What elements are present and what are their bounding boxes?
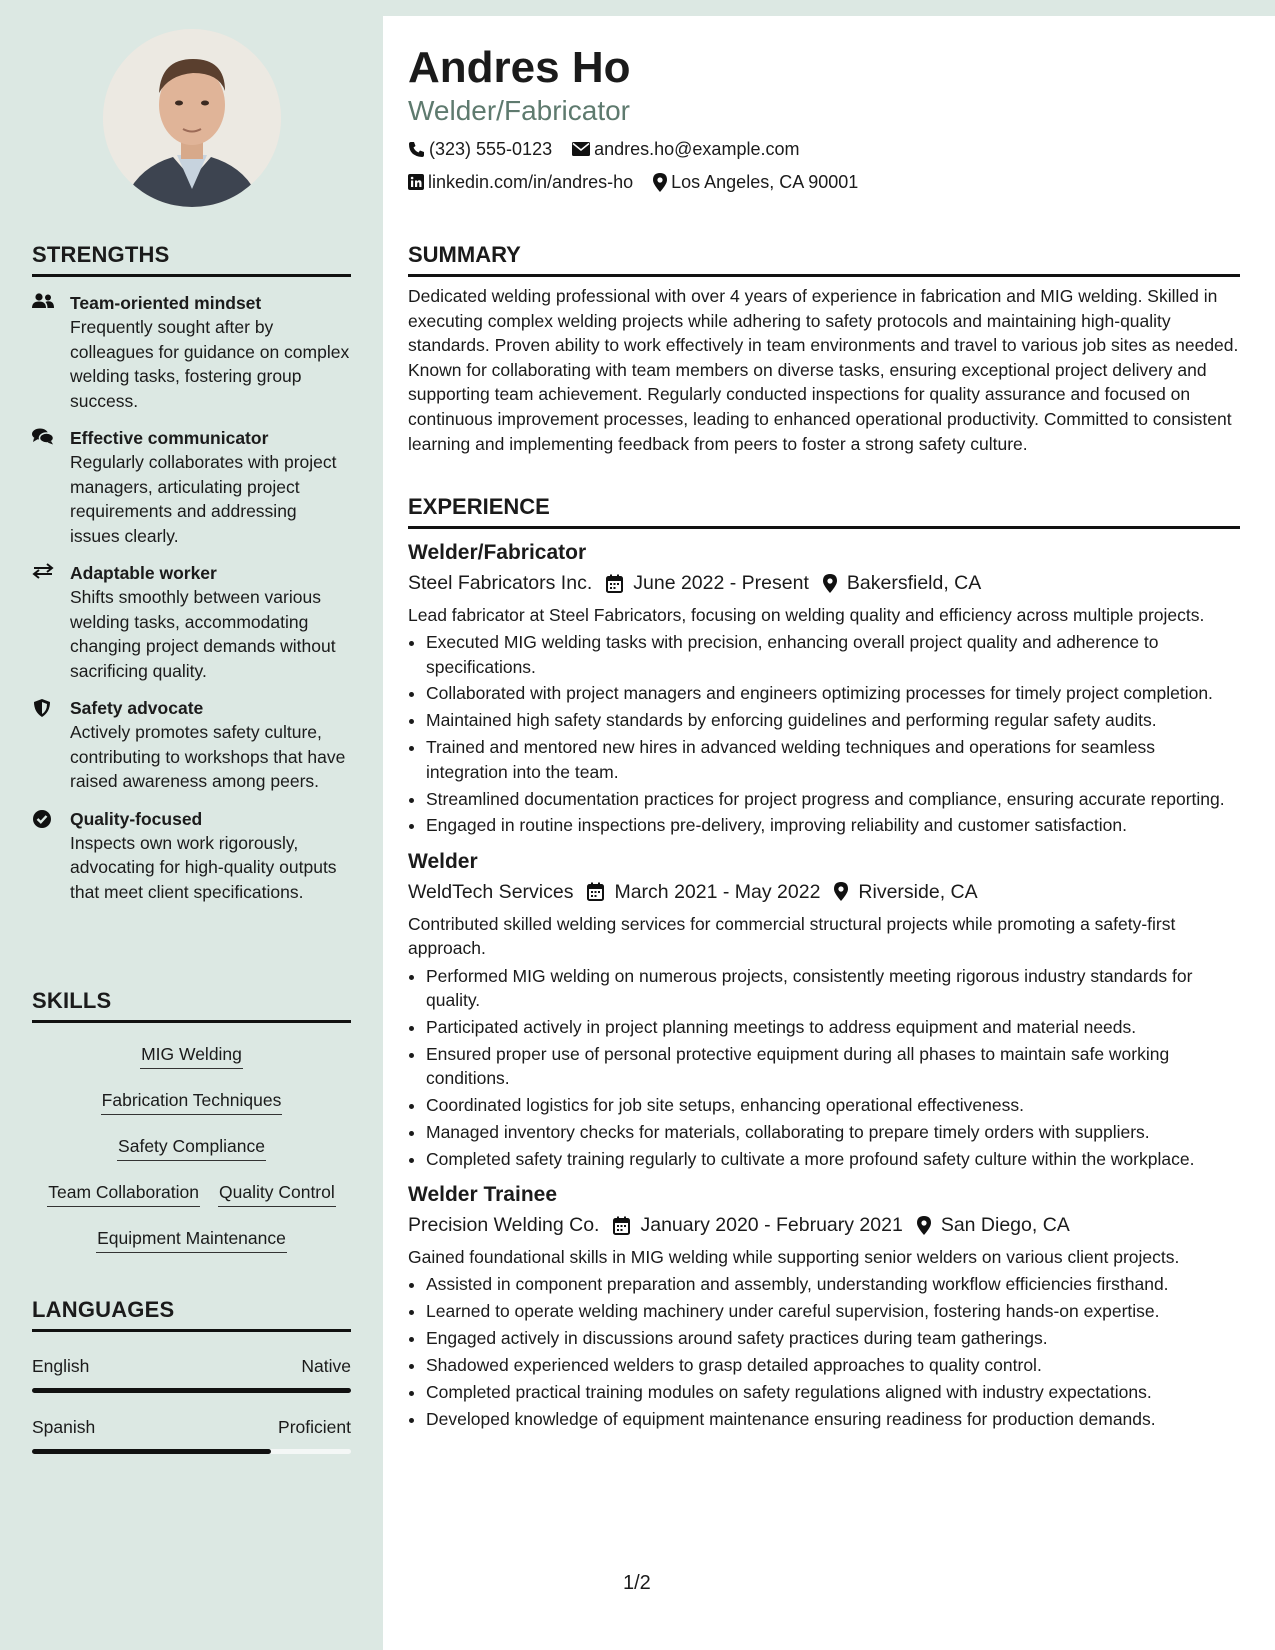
envelope-icon <box>572 142 590 156</box>
job-meta <box>408 569 1240 597</box>
contact-row <box>408 137 1240 161</box>
dates-text: January 2020 - February 2021 <box>640 1214 903 1237</box>
job-bullet: • Assisted in component preparation and assembly, understanding workflow efficiencies firsthand. <box>426 1272 1240 1296</box>
job-bullets <box>408 964 1240 1172</box>
header <box>408 40 1240 194</box>
job-title: Welder/Fabricator <box>408 541 587 564</box>
dates-text: March 2021 - May 2022 <box>614 880 821 903</box>
company-text: Steel Fabricators Inc. <box>408 572 593 594</box>
location-text: Bakersfield, CA <box>846 572 982 594</box>
job-description: Lead fabricator at Steel Fabricators, focusing on welding quality and efficiency across multiple projects. <box>408 605 1205 625</box>
strength-title: Adaptable worker <box>70 563 217 583</box>
strength-desc: Shifts smoothly between various welding tasks, accommodating changing project demands without sacrificing quality. <box>70 587 336 681</box>
job-dates <box>613 1211 902 1239</box>
job-bullet: • Trained and mentored new hires in advanced welding techniques and operations for seamless integration into the team. <box>426 735 1240 784</box>
strength-desc: Regularly collaborates with project managers, articulating project requirements and addressing issues clearly. <box>70 452 337 546</box>
location-text: San Diego, CA <box>940 1214 1070 1237</box>
job-bullet: • Completed practical training modules on safety regulations aligned with industry expectations. <box>426 1380 1240 1404</box>
job-dates <box>587 878 820 906</box>
strength-title: Quality-focused <box>70 808 203 829</box>
strength-item <box>32 807 351 905</box>
map-pin-icon <box>834 882 848 901</box>
language-bar <box>32 1449 351 1454</box>
users-icon <box>32 291 70 413</box>
strength-title: Team-oriented mindset <box>70 293 262 313</box>
job-location <box>917 1211 1070 1239</box>
map-pin-icon <box>917 1216 931 1235</box>
strengths-section <box>32 242 351 904</box>
skills-title: SKILLS <box>32 988 351 1023</box>
job-bullet: • Developed knowledge of equipment maintenance ensuring readiness for production demands. <box>426 1407 1240 1431</box>
job-company <box>408 1211 599 1239</box>
job-bullet: • Executed MIG welding tasks with precision, enhancing overall project quality and adherence to specifications. <box>426 630 1240 679</box>
job-company <box>408 569 592 597</box>
experience-title: EXPERIENCE <box>408 494 1240 529</box>
job-bullet: • Shadowed experienced welders to grasp detailed approaches to quality control. <box>426 1353 1240 1377</box>
contact-row <box>408 170 1240 194</box>
page-number: 1/2 <box>623 1572 651 1594</box>
skill-chip: Equipment Maintenance <box>96 1226 287 1253</box>
company-text: Precision Welding Co. <box>408 1214 600 1237</box>
strength-item <box>32 561 351 683</box>
linkedin-text: linkedin.com/in/andres-ho <box>428 172 634 192</box>
dates-text: June 2022 - Present <box>633 572 809 594</box>
contact-phone[interactable] <box>408 137 552 161</box>
job-bullet: • Performed MIG welding on numerous projects, consistently meeting rigorous industry standards for quality. <box>426 964 1240 1013</box>
contact-linkedin[interactable] <box>408 170 633 194</box>
language-name: Spanish <box>32 1417 96 1437</box>
calendar-icon <box>606 574 623 593</box>
calendar-icon <box>587 882 604 901</box>
job-bullet: • Engaged actively in discussions around safety practices during team gatherings. <box>426 1326 1240 1350</box>
job-bullet: • Completed safety training regularly to cultivate a more profound safety culture within the workplace. <box>426 1147 1240 1171</box>
contact-location <box>653 170 858 194</box>
job-bullet: • Participated actively in project planning meetings to address equipment and material needs. <box>426 1015 1240 1039</box>
language-level: Proficient <box>278 1417 351 1437</box>
job-location <box>823 569 981 597</box>
map-pin-icon <box>653 173 667 192</box>
skill-chip: Fabrication Techniques <box>101 1088 283 1115</box>
candidate-name: Andres Ho <box>408 43 631 92</box>
linkedin-icon <box>408 174 424 190</box>
strength-title: Effective communicator <box>70 428 269 448</box>
job-bullet: • Maintained high safety standards by enforcing guidelines and performing regular safety audits. <box>426 708 1240 732</box>
job-description: Gained foundational skills in MIG welding while supporting senior welders on various client projects. <box>408 1247 1180 1268</box>
skill-chip: Team Collaboration <box>47 1180 200 1207</box>
language-level: Native <box>301 1356 351 1376</box>
strengths-title: STRENGTHS <box>32 242 351 277</box>
language-item <box>32 1354 351 1393</box>
summary-title: SUMMARY <box>408 242 1240 277</box>
job-title: Welder <box>408 849 478 873</box>
check-circle-icon <box>32 807 70 905</box>
job-description: Contributed skilled welding services for commercial structural projects while promoting a safety-first approach. <box>408 913 1176 959</box>
exchange-arrows-icon <box>32 561 70 683</box>
job-bullet: • Streamlined documentation practices for project progress and compliance, ensuring accurate reporting. <box>426 787 1240 811</box>
languages-title: LANGUAGES <box>32 1297 351 1332</box>
contact-email[interactable] <box>572 137 799 161</box>
strength-item <box>32 696 351 794</box>
profile-photo <box>103 29 281 207</box>
strength-item <box>32 291 351 413</box>
language-name: English <box>32 1356 90 1376</box>
language-bar <box>32 1388 351 1393</box>
job-bullet: • Coordinated logistics for job site setups, enhancing operational effectiveness. <box>426 1093 1240 1117</box>
job-bullet: • Engaged in routine inspections pre-delivery, improving reliability and customer satisfaction. <box>426 813 1240 837</box>
job-bullet: • Managed inventory checks for materials, collaborating to prepare timely orders with suppliers. <box>426 1120 1240 1144</box>
language-bar-fill <box>32 1449 271 1454</box>
phone-icon <box>408 141 425 158</box>
strength-item <box>32 426 351 548</box>
summary-text: Dedicated welding professional with over 4 years of experience in fabrication and MIG welding. Skilled in executing complex welding projects while adhering to safety protocols and maintaining high-quality standards. Proven ability to work effectively in team environments and travel to various job sites as needed. Known for collaborating with team members on diverse tasks, ensuring exceptional project delivery and supporting team achievement. Regularly conducted inspections for quality assurance and focused on continuous improvement processes, leading to enhanced operational productivity. Committed to consistent learning and implementing feedback from peers to foster a strong safety culture. <box>408 286 1239 454</box>
skill-chip: MIG Welding <box>140 1042 243 1069</box>
job-meta <box>408 878 1240 906</box>
calendar-icon <box>613 1216 630 1235</box>
job-meta <box>408 1211 1240 1239</box>
skill-chip: Quality Control <box>218 1180 336 1207</box>
language-item <box>32 1415 351 1454</box>
email-text: andres.ho@example.com <box>594 139 800 159</box>
skills-list <box>32 1037 351 1267</box>
skills-section <box>32 988 351 1267</box>
map-pin-icon <box>823 574 837 593</box>
phone-text: (323) 555-0123 <box>429 139 553 159</box>
location-text: Riverside, CA <box>858 880 978 903</box>
job-bullets <box>408 1272 1240 1431</box>
job-location <box>834 878 977 906</box>
chat-bubbles-icon <box>32 426 70 548</box>
job-bullet: • Learned to operate welding machinery under careful supervision, fostering hands-on expertise. <box>426 1299 1240 1323</box>
job-bullet: • Collaborated with project managers and engineers optimizing processes for timely project completion. <box>426 681 1240 705</box>
sidebar <box>0 0 383 1650</box>
languages-section <box>32 1297 351 1454</box>
shield-icon <box>32 696 70 794</box>
company-text: WeldTech Services <box>408 880 574 903</box>
skill-chip: Safety Compliance <box>117 1134 266 1161</box>
location-text: Los Angeles, CA 90001 <box>671 172 859 192</box>
job-entry <box>408 848 1240 1171</box>
job-dates <box>606 569 809 597</box>
strength-desc: Inspects own work rigorously, advocating for high-quality outputs that meet client specifications. <box>70 832 337 902</box>
summary-section <box>408 242 1240 456</box>
job-bullets <box>408 630 1240 838</box>
experience-section <box>408 494 1240 1431</box>
job-title: Welder Trainee <box>408 1183 558 1207</box>
strength-title: Safety advocate <box>70 698 204 718</box>
job-entry <box>408 1181 1240 1431</box>
job-company <box>408 878 573 906</box>
strength-desc: Frequently sought after by colleagues for guidance on complex welding tasks, fostering group success. <box>70 317 350 411</box>
candidate-role: Welder/Fabricator <box>408 95 631 126</box>
language-bar-fill <box>32 1388 351 1393</box>
job-entry <box>408 539 1240 838</box>
job-bullet: • Ensured proper use of personal protective equipment during all phases to maintain safe working conditions. <box>426 1042 1240 1091</box>
strength-desc: Actively promotes safety culture, contributing to workshops that have raised awareness among peers. <box>70 722 346 791</box>
